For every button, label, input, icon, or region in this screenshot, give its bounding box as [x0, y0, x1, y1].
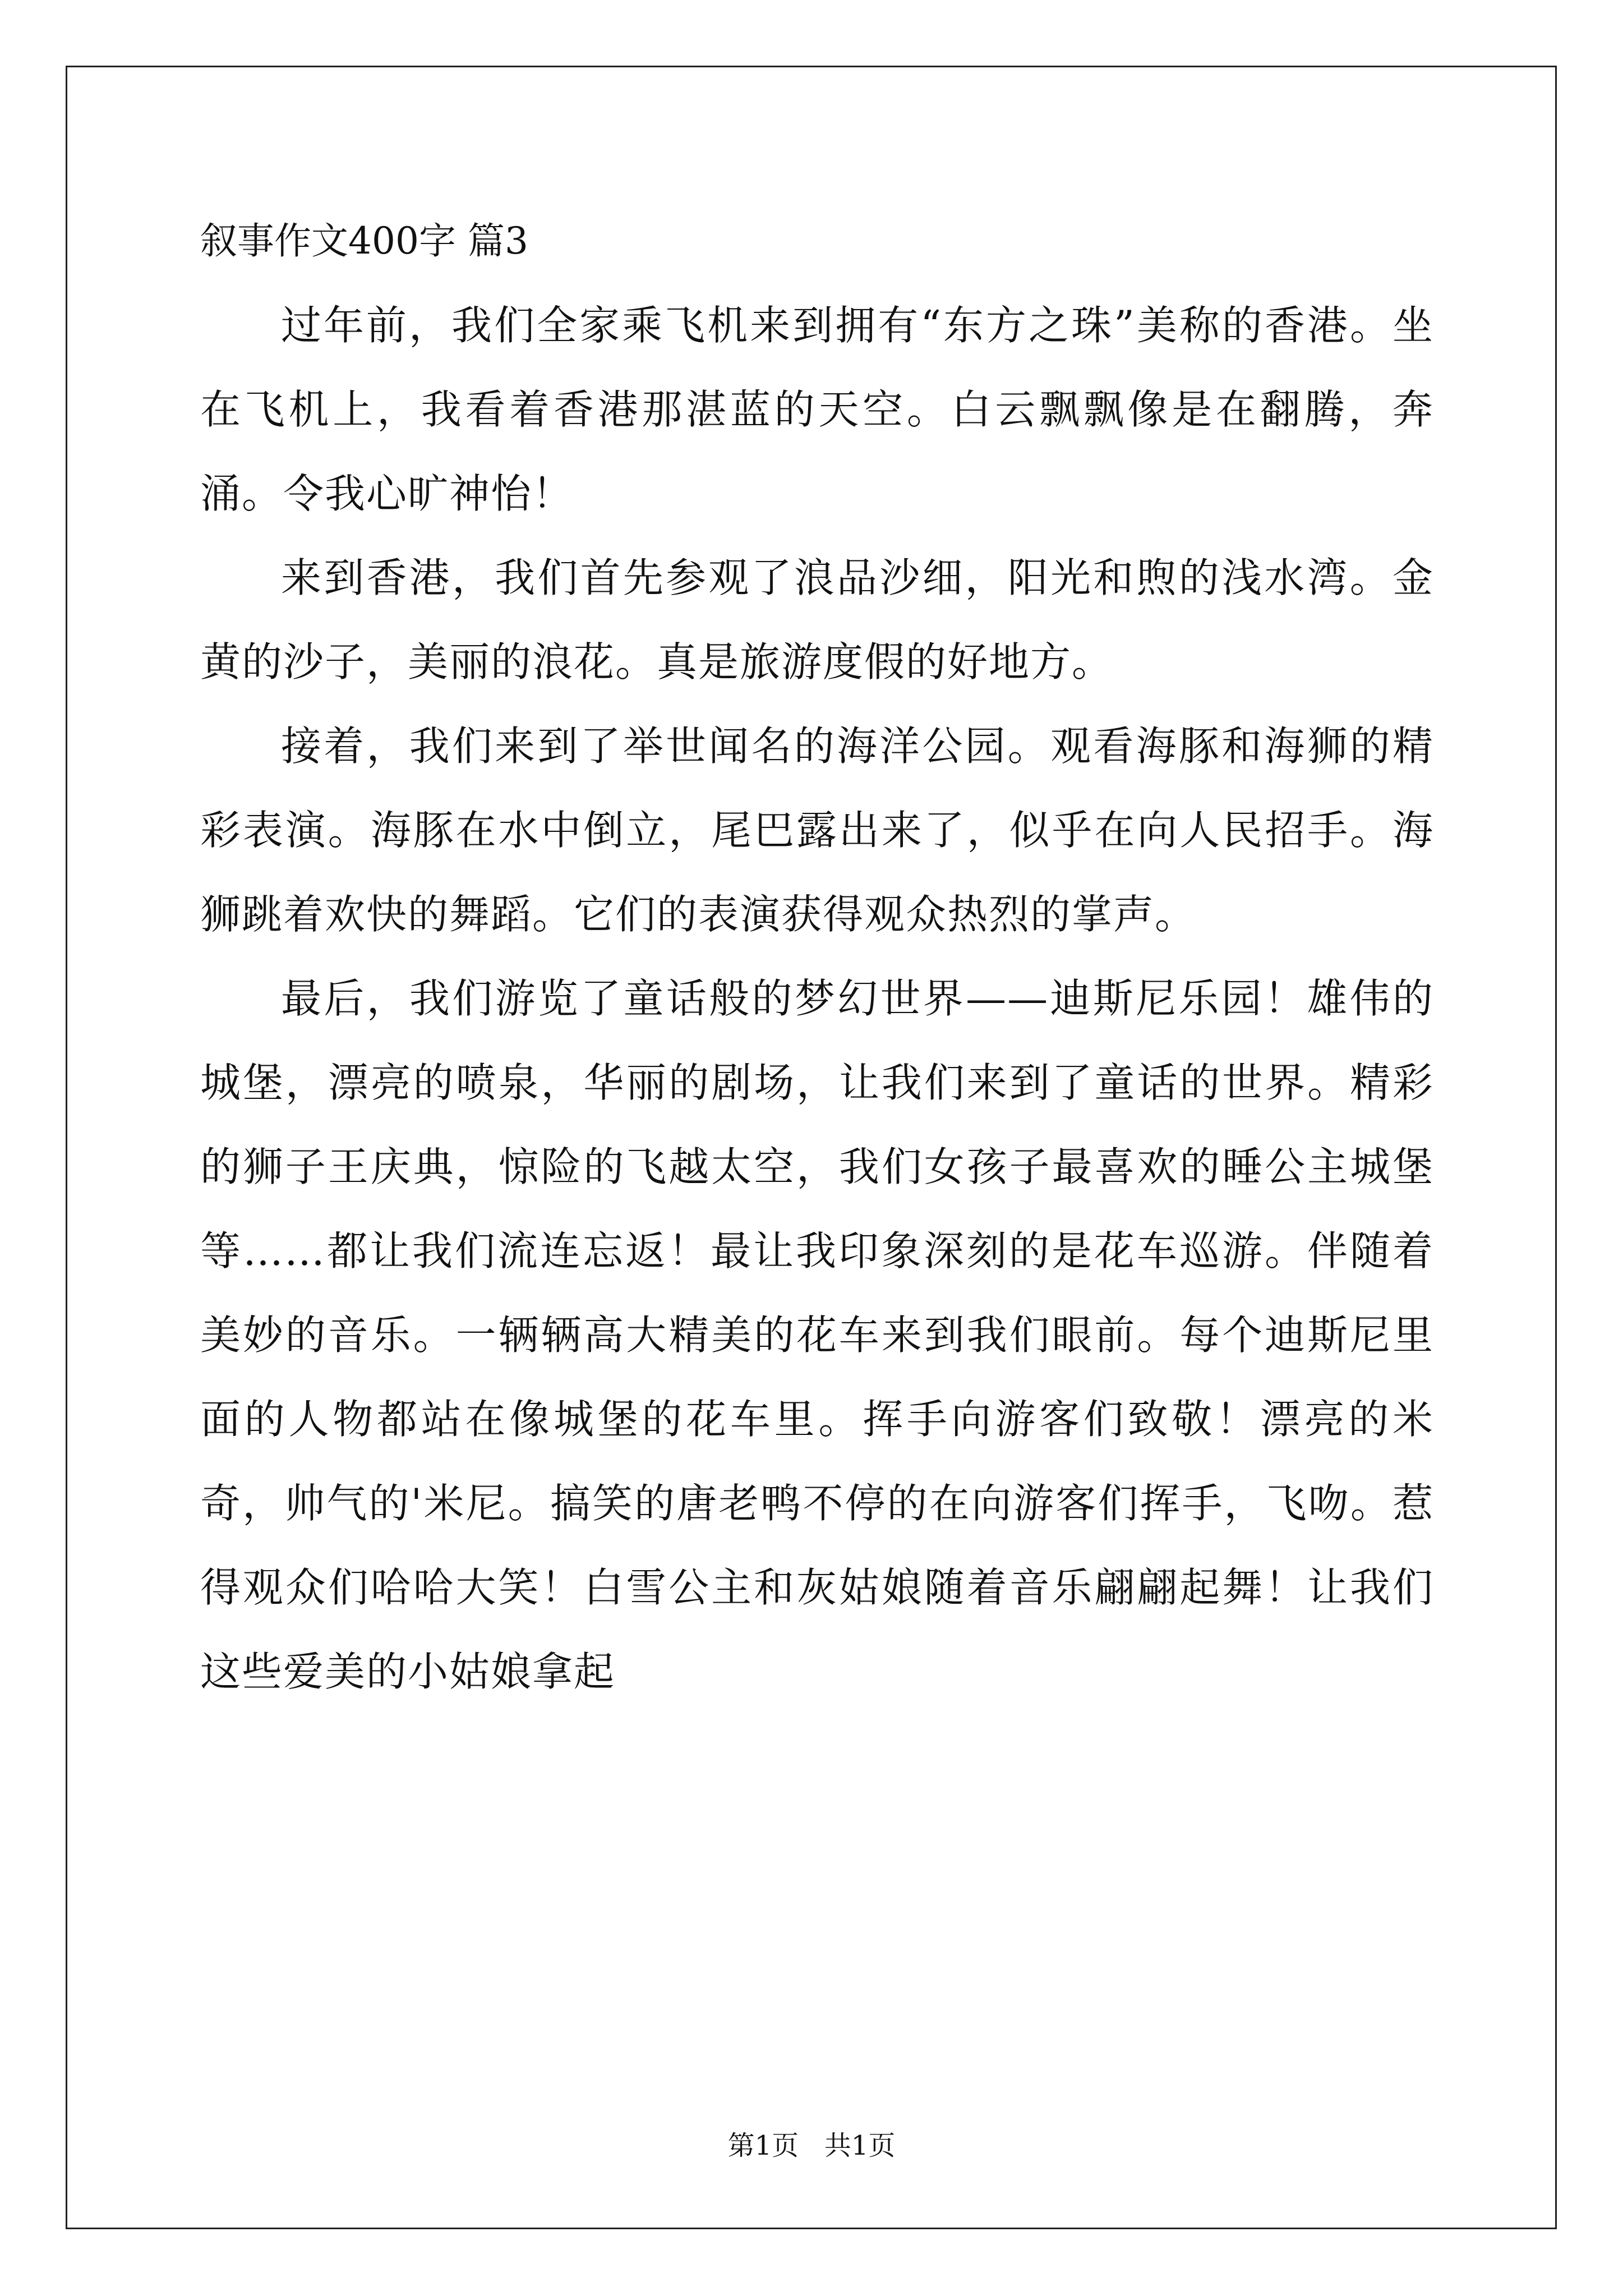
- paragraph-4: 最后，我们游览了童话般的梦幻世界——迪斯尼乐园！雄伟的城堡，漂亮的喷泉，华丽的剧场，让我们来到了童话的世界。精彩的狮子王庆典，惊险的飞越太空，我们女孩子最喜欢的睡公主城堡等……都让我们流连忘返！最让我印象深刻的是花车巡游。伴随着美妙的音乐。一辆辆高大精美的花车来到我们眼前。每个迪斯尼里面的人物都站在像城堡的花车里。挥手向游客们致敬！漂亮的米奇，帅气的'米尼。搞笑的唐老鸭不停的在向游客们挥手，飞吻。惹得观众们哈哈大笑！白雪公主和灰姑娘随着音乐翩翩起舞！让我们这些爱美的小姑娘拿起: [200, 975, 1434, 1695]
- page-footer: 第1页 共1页: [727, 2130, 896, 2161]
- paragraph-1: 过年前，我们全家乘飞机来到拥有“东方之珠”美称的香港。坐在飞机上，我看着香港那湛蓝的天空。白云飘飘像是在翻腾，奔涌。令我心旷神怡！: [200, 302, 1434, 517]
- document-title: 叙事作文400字 篇3: [200, 219, 528, 263]
- paragraph-2: 来到香港，我们首先参观了浪品沙细，阳光和煦的浅水湾。金黄的沙子，美丽的浪花。真是旅游度假的好地方。: [200, 554, 1434, 685]
- document-body: [200, 199, 1434, 1714]
- paragraph-3: 接着，我们来到了举世闻名的海洋公园。观看海豚和海狮的精彩表演。海豚在水中倒立，尾巴露出来了，似乎在向人民招手。海狮跳着欢快的舞蹈。它们的表演获得观众热烈的掌声。: [200, 723, 1434, 938]
